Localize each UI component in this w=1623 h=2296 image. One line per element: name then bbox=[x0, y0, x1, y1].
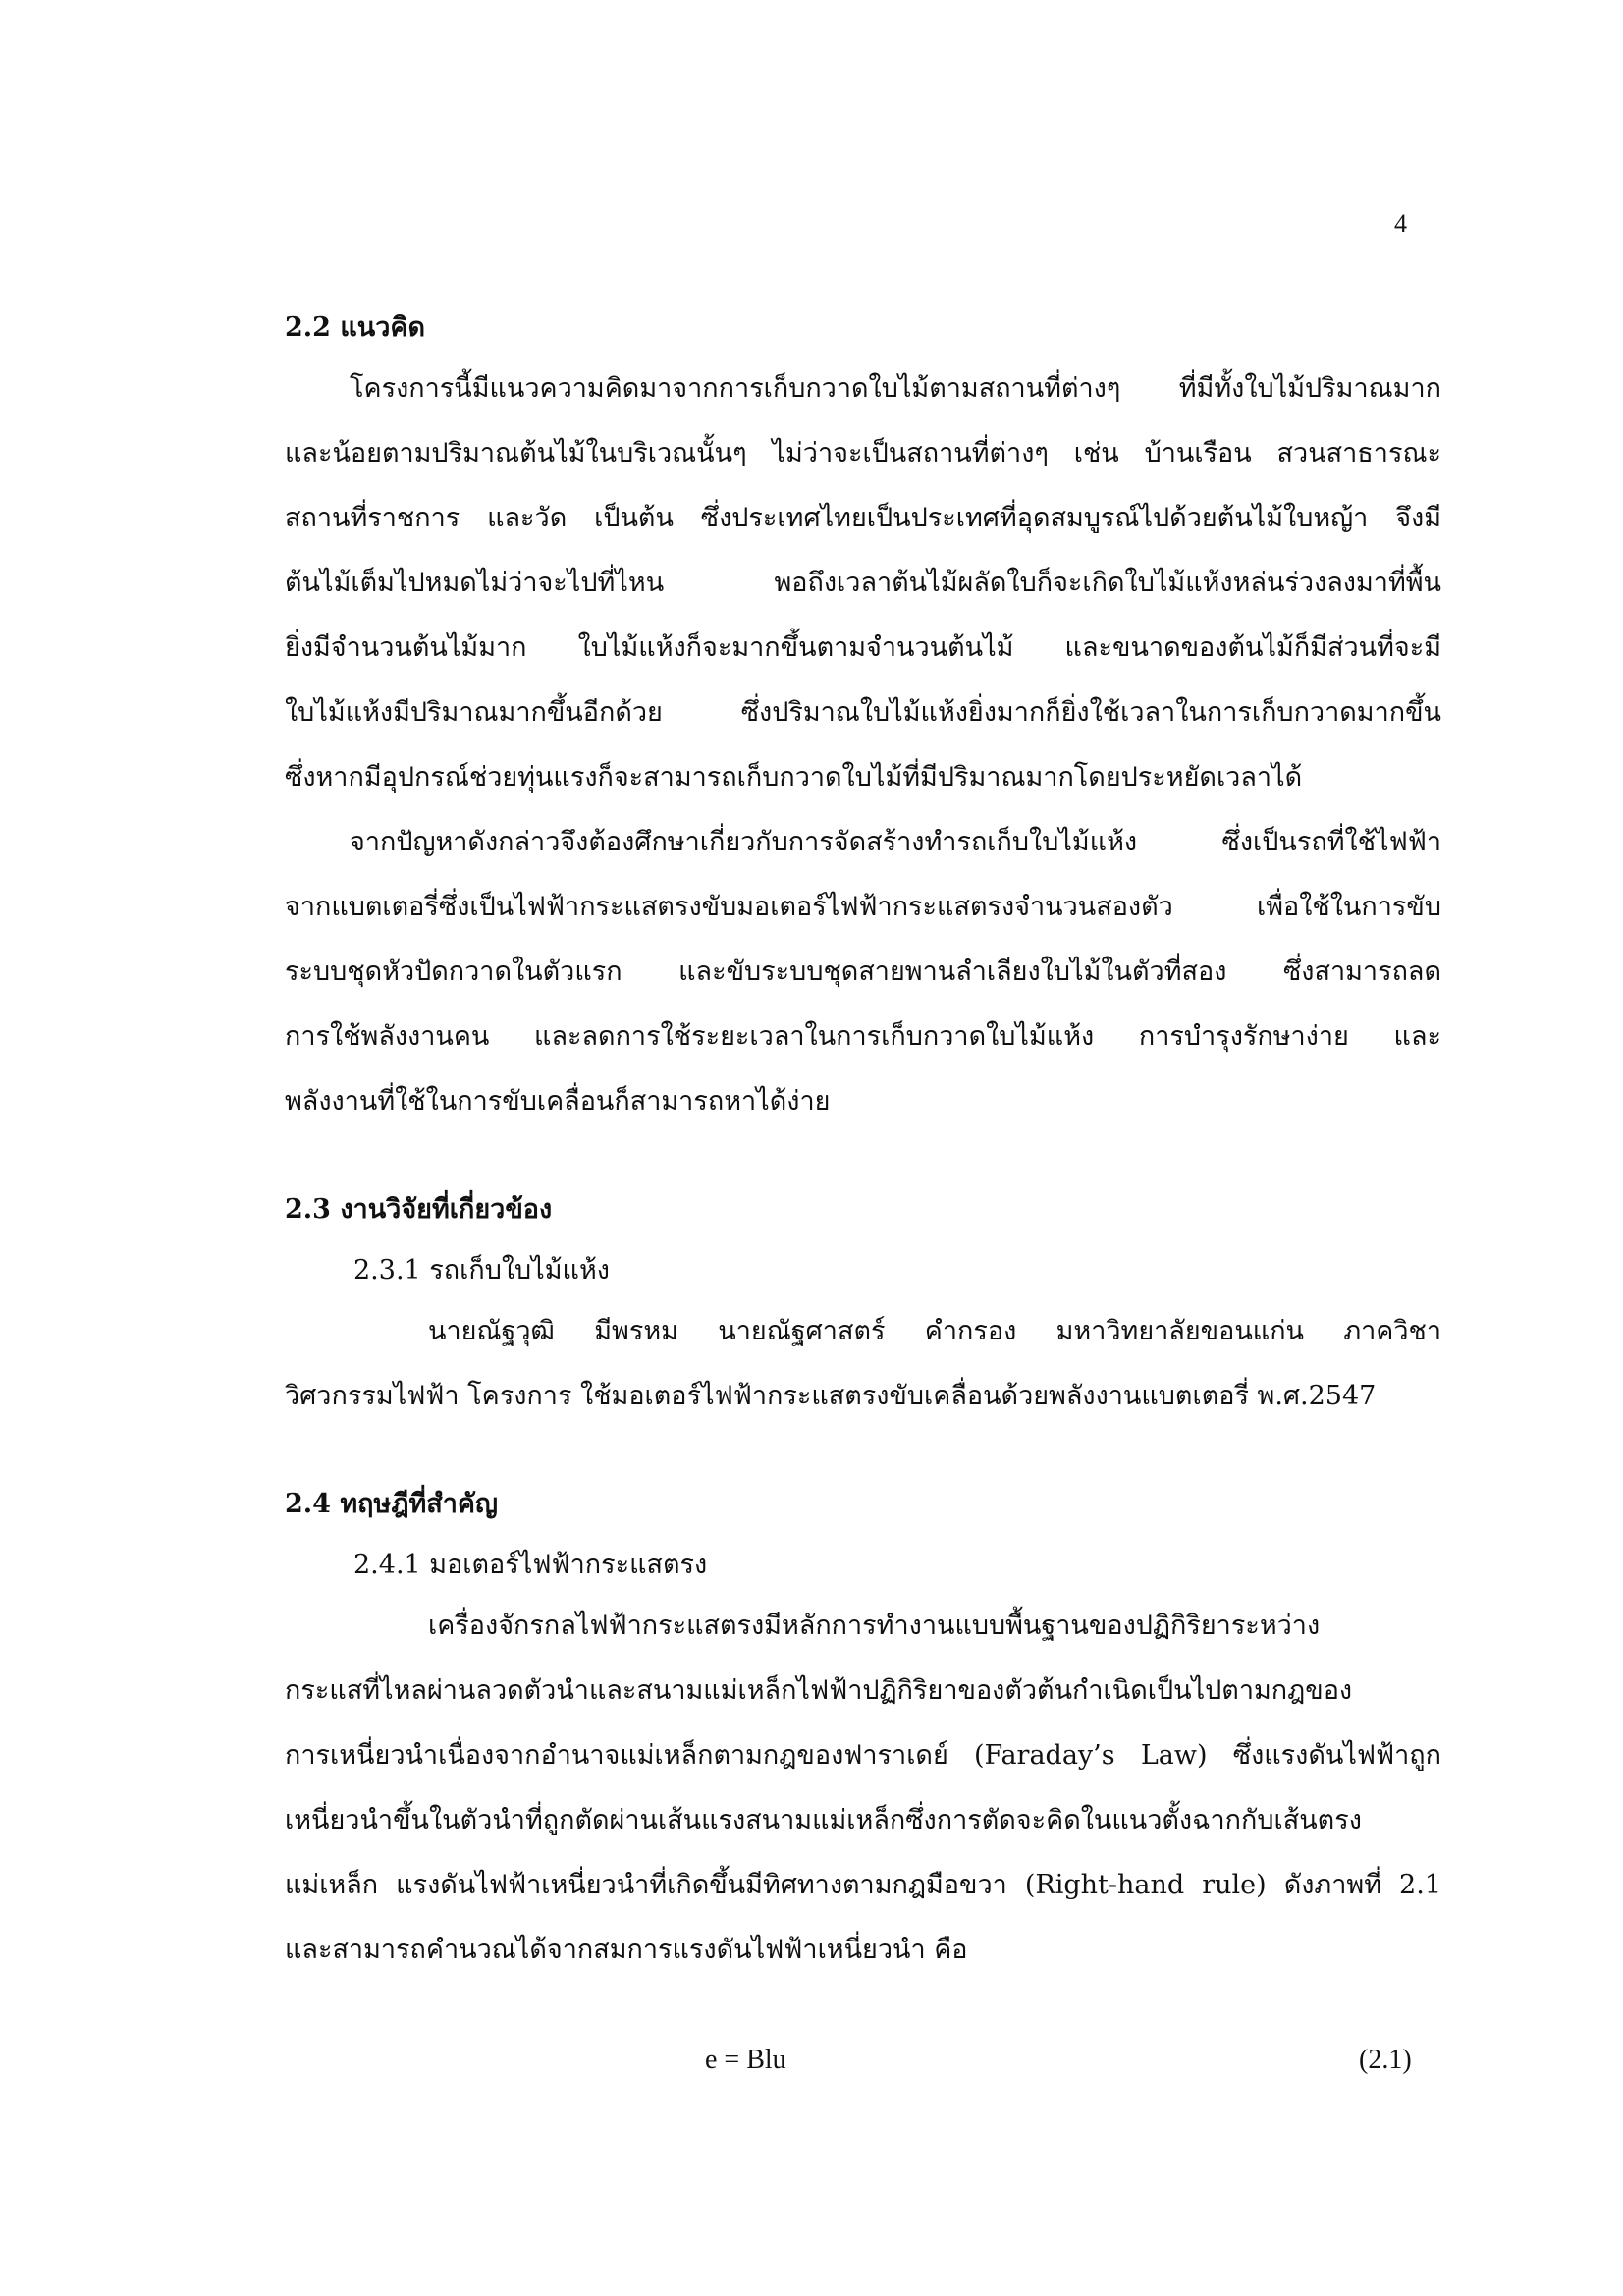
paragraph-line: การใช้พลังงานคน และลดการใช้ระยะเวลาในการเก็บกวาดใบไม้แห้ง การบำรุงรักษาง่าย และ bbox=[285, 1021, 1441, 1052]
paragraph-line: แม่เหล็ก แรงดันไฟฟ้าเหนี่ยวนำที่เกิดขึ้นมีทิศทางตามกฎมือขวา (Right-hand rule) ดังภาพที่ 2.1 bbox=[285, 1870, 1441, 1900]
paragraph-line: การเหนี่ยวนำเนื่องจากอำนาจแม่เหล็กตามกฎของฟาราเดย์ (Faraday’s Law) ซึ่งแรงดันไฟฟ้าถูก bbox=[285, 1740, 1441, 1771]
paragraph-line: เครื่องจักรกลไฟฟ้ากระแสตรงมีหลักการทำงานแบบพื้นฐานของปฏิกิริยาระหว่าง bbox=[428, 1611, 1321, 1641]
subsection-heading-2-4-1: 2.4.1 มอเตอร์ไฟฟ้ากระแสตรง bbox=[353, 1550, 708, 1580]
paragraph-line: จากแบตเตอรี่ซึ่งเป็นไฟฟ้ากระแสตรงขับมอเตอร์ไฟฟ้ากระแสตรงจำนวนสองตัว เพื่อใช้ในการขับ bbox=[285, 892, 1441, 922]
paragraph-line: วิศวกรรมไฟฟ้า โครงการ ใช้มอเตอร์ไฟฟ้ากระแสตรงขับเคลื่อนด้วยพลังงานแบตเตอรี่ พ.ศ.2547 bbox=[285, 1381, 1377, 1411]
paragraph-line: จากปัญหาดังกล่าวจึงต้องศึกษาเกี่ยวกับการจัดสร้างทำรถเก็บใบไม้แห้ง ซึ่งเป็นรถที่ใช้ไฟฟ้า bbox=[350, 827, 1441, 857]
equation-number: (2.1) bbox=[1359, 2045, 1412, 2075]
section-heading-2-2: 2.2 แนวคิด bbox=[285, 312, 425, 343]
paragraph-line: และน้อยตามปริมาณต้นไม้ในบริเวณนั้นๆ ไม่ว่าจะเป็นสถานที่ต่างๆ เช่น บ้านเรือน สวนสาธารณะ bbox=[285, 438, 1441, 468]
section-heading-2-4: 2.4 ทฤษฎีที่สำคัญ bbox=[285, 1489, 498, 1519]
paragraph-line: สถานที่ราชการ และวัด เป็นต้น ซึ่งประเทศไทยเป็นประเทศที่อุดสมบูรณ์ไปด้วยต้นไม้ใบหญ้า จึงมี bbox=[285, 503, 1441, 533]
paragraph-line: พลังงานที่ใช้ในการขับเคลื่อนก็สามารถหาได้ง่าย bbox=[285, 1086, 831, 1117]
paragraph-line: นายณัฐวุฒิ มีพรหม นายณัฐศาสตร์ คำกรอง มหาวิทยาลัยขอนแก่น ภาควิชา bbox=[428, 1316, 1441, 1346]
paragraph-line: ซึ่งหากมีอุปกรณ์ช่วยทุ่นแรงก็จะสามารถเก็บกวาดใบไม้ที่มีปริมาณมากโดยประหยัดเวลาได้ bbox=[285, 762, 1303, 793]
equation: e = Blu bbox=[705, 2045, 786, 2075]
paragraph-line: โครงการนี้มีแนวความคิดมาจากการเก็บกวาดใบไม้ตามสถานที่ต่างๆ ที่มีทั้งใบไม้ปริมาณมาก bbox=[350, 373, 1441, 404]
section-heading-2-3: 2.3 งานวิจัยที่เกี่ยวข้อง bbox=[285, 1194, 553, 1225]
paragraph-line: และสามารถคำนวณได้จากสมการแรงดันไฟฟ้าเหนี่ยวนำ คือ bbox=[285, 1935, 968, 1965]
paragraph-line: ระบบชุดหัวปัดกวาดในตัวแรก และขับระบบชุดสายพานลำเลียงใบไม้ในตัวที่สอง ซึ่งสามารถลด bbox=[285, 957, 1441, 987]
paragraph-line: ใบไม้แห้งมีปริมาณมากขึ้นอีกด้วย ซึ่งปริมาณใบไม้แห้งยิ่งมากก็ยิ่งใช้เวลาในการเก็บกวาดมากขึ้น bbox=[285, 697, 1441, 728]
paragraph-line: ต้นไม้เต็มไปหมดไม่ว่าจะไปที่ไหน พอถึงเวลาต้นไม้ผลัดใบก็จะเกิดใบไม้แห้งหล่นร่วงลงมาที่พื้น bbox=[285, 568, 1441, 598]
paragraph-line: กระแสที่ไหลผ่านลวดตัวนำและสนามแม่เหล็กไฟฟ้าปฏิกิริยาของตัวต้นกำเนิดเป็นไปตามกฎของ bbox=[285, 1675, 1353, 1706]
paragraph-line: เหนี่ยวนำขึ้นในตัวนำที่ถูกตัดผ่านเส้นแรงสนามแม่เหล็กซึ่งการตัดจะคิดในแนวตั้งฉากกับเส้นตรง bbox=[285, 1805, 1362, 1835]
paragraph-line: ยิ่งมีจำนวนต้นไม้มาก ใบไม้แห้งก็จะมากขึ้นตามจำนวนต้นไม้ และขนาดของต้นไม้ก็มีส่วนที่จะมี bbox=[285, 632, 1441, 663]
page-number: 4 bbox=[1394, 209, 1407, 238]
subsection-heading-2-3-1: 2.3.1 รถเก็บใบไม้แห้ง bbox=[353, 1255, 610, 1285]
